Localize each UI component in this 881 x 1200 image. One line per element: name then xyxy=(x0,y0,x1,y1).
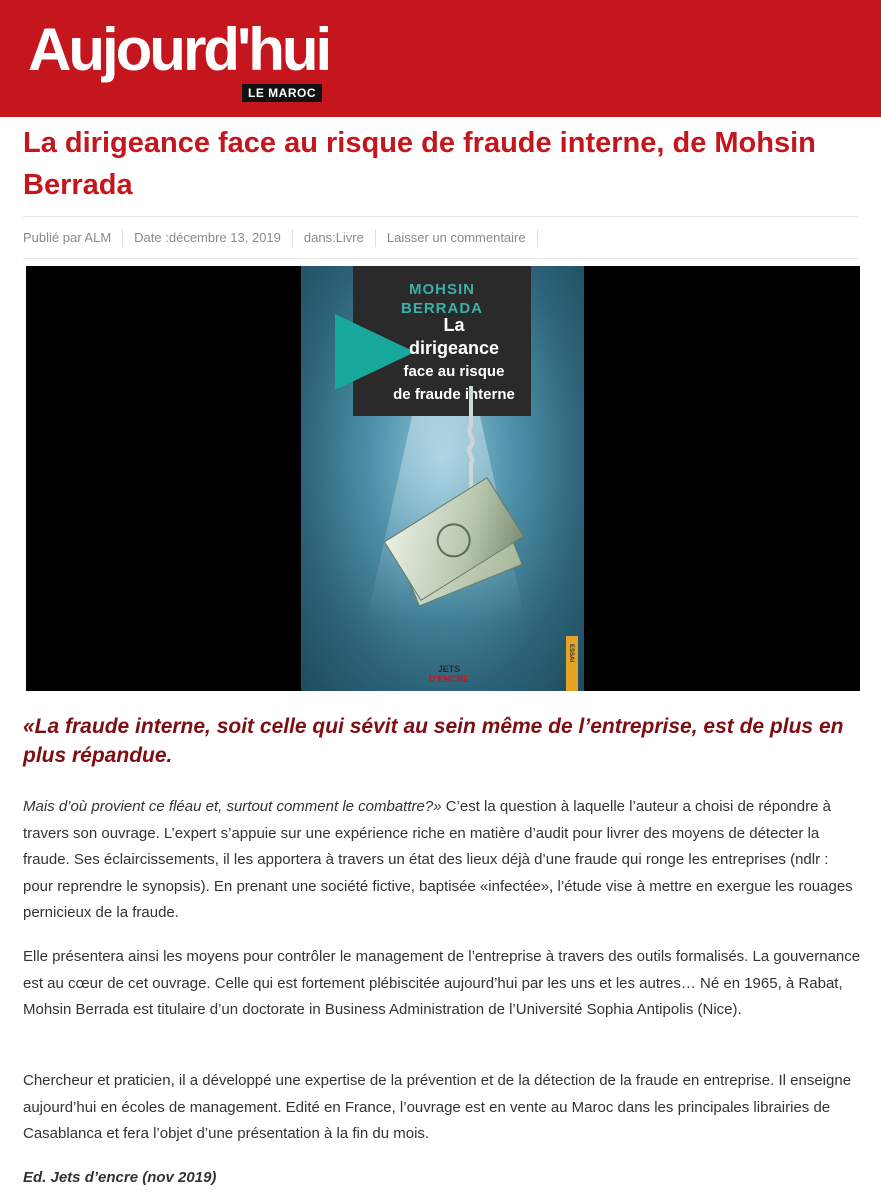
featured-image xyxy=(26,266,860,691)
meta-divider-top xyxy=(23,216,858,217)
meta-date: Date :décembre 13, 2019 xyxy=(134,229,293,247)
article-title: La dirigeance face au risque de fraude interne, de Mohsin Berrada xyxy=(23,127,816,201)
meta-category-link[interactable]: dans:Livre xyxy=(304,229,376,247)
cover-title-line: dirigeance xyxy=(408,338,500,358)
meta-divider-bottom xyxy=(23,258,858,259)
site-header xyxy=(0,0,881,117)
article-lead: «La fraude interne, soit celle qui sévit au sein même de l’entreprise, est de plus en plus répandue. xyxy=(23,715,844,767)
paragraph-text: C’est la question à laquelle l’auteur a choisi de répondre à travers son ouvrage. L’expert s’appuie sur une expérience riche en matière d’audit pour livrer des moyens de détecter la fraude. Ses éclaircissements, il les apportera à travers un état des lieux déjà d’une fraude qui ronge les entreprises (ndlr : pour reprendre le synopsis). En prenant une société fictive, baptisée «infectée», l’étude vise à mettre en exergue les rouages pernicieux de la fraude. xyxy=(23,798,853,921)
article-paragraph xyxy=(23,794,861,927)
cover-side-label: ESSAI xyxy=(568,644,574,663)
cover-author-last: BERRADA xyxy=(401,300,483,317)
cover-title-line: de fraude interne xyxy=(393,386,515,403)
paragraph-italic-quote: Mais d’où provient ce fléau et, surtout comment le combattre?» xyxy=(23,798,442,815)
leave-comment-link[interactable]: Laisser un commentaire xyxy=(387,229,538,247)
cover-title-line: face au risque xyxy=(403,363,505,380)
publication-credit: Ed. Jets d’encre (nov 2019) xyxy=(23,1169,217,1186)
cover-side-strip xyxy=(566,636,578,691)
article-paragraph: Elle présentera ainsi les moyens pour contrôler le management de l’entreprise à travers des outils formalisés. La gouvernance est au cœur de cet ouvrage. Celle qui est fortement plébiscitée aujourd’hui par les uns et les autres… Né en 1965, à Rabat, Mohsin Berrada est titulaire d’un doctorate in Business Administration de l’Université Sophia Antipolis (Nice). xyxy=(23,948,861,1018)
cover-title-line: La xyxy=(443,315,465,335)
logo-subtext: LE MAROC xyxy=(242,84,322,102)
site-logo[interactable] xyxy=(28,14,348,109)
banknote-seal xyxy=(430,517,477,564)
cover-author-first: MOHSIN xyxy=(409,281,475,298)
publisher-subname: D'ENCRE xyxy=(428,674,470,684)
publisher-name: JETS xyxy=(437,664,461,674)
cover-author xyxy=(353,280,531,318)
article-paragraph: Chercheur et praticien, il a développé une expertise de la prévention et de la détection de la fraude en entreprise. Il enseigne aujourd’hui en écoles de management. Edité en France, l’ouvrage est en vente au Maroc dans les principales librairies de Casablanca et fera l’objet d’une présentation à la fin du mois. xyxy=(23,1072,852,1142)
logo-text: Aujourd'hui xyxy=(28,16,330,83)
book-cover-image xyxy=(301,266,584,691)
cover-publisher-logo xyxy=(409,664,489,684)
post-meta xyxy=(23,228,549,248)
meta-author: Publié par ALM xyxy=(23,229,123,247)
